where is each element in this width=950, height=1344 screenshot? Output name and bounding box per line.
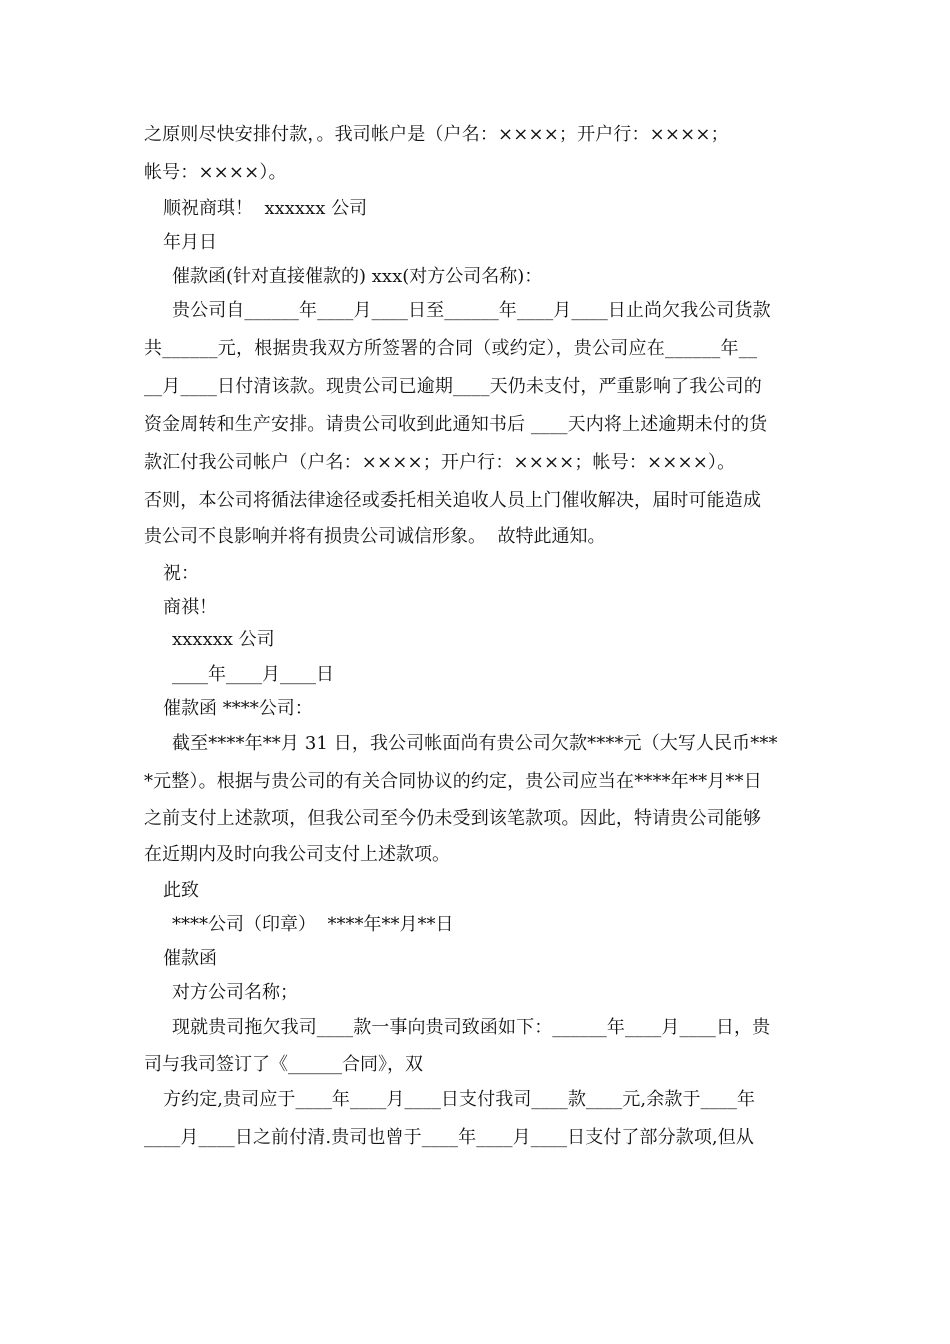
- text-line: 催款函(针对直接催款的) xxx(对方公司名称)：: [172, 266, 543, 287]
- text-line: 共______元，根据贵我双方所签署的合同（或约定），贵公司应在______年__: [144, 338, 758, 359]
- text-line: 此致: [163, 880, 199, 901]
- text-line: 资金周转和生产安排。请贵公司收到此通知书后 ____天内将上述逾期未付的货: [144, 414, 768, 435]
- text-line: 对方公司名称；: [172, 982, 298, 1003]
- text-line: 催款函: [163, 948, 217, 969]
- text-line: *元整）。根据与贵公司的有关合同协议的约定，贵公司应当在****年**月**日: [144, 771, 762, 792]
- text-line: ****公司（印章） ****年**月**日: [172, 914, 454, 935]
- text-line: 司与我司签订了《______合同》，双: [144, 1054, 423, 1075]
- text-line: 催款函 ****公司：: [163, 698, 313, 719]
- text-line: xxxxxx 公司: [172, 629, 275, 650]
- text-line: 帐号：××××）。: [144, 162, 287, 183]
- text-line: 年月日: [163, 232, 217, 253]
- text-line: 否则，本公司将循法律途径或委托相关追收人员上门催收解决，届时可能造成: [144, 490, 762, 511]
- text-line: 贵公司自______年____月____日至______年____月____日止尚欠我公司货款: [172, 300, 771, 321]
- text-line: 顺祝商琪！ xxxxxx 公司: [163, 198, 368, 219]
- text-line: 截至****年**月 31 日，我公司帐面尚有贵公司欠款****元（大写人民币***: [172, 733, 778, 754]
- text-line: 商祺！: [163, 597, 217, 618]
- text-line: ____年____月____日: [172, 664, 334, 685]
- text-line: 在近期内及时向我公司支付上述款项。: [144, 844, 450, 865]
- text-line: 款汇付我公司帐户（户名：××××；开户行：××××；帐号：××××）。: [144, 452, 736, 473]
- text-line: 祝：: [163, 563, 199, 584]
- text-line: 贵公司不良影响并将有损贵公司诚信形象。 故特此通知。: [144, 526, 606, 547]
- text-line: 之原则尽快安排付款，。我司帐户是（户名：××××；开户行：××××；: [144, 124, 729, 145]
- text-line: 之前支付上述款项，但我公司至今仍未受到该笔款项。因此，特请贵公司能够: [144, 808, 762, 829]
- text-line: 现就贵司拖欠我司____款一事向贵司致函如下：______年____月____日，贵: [172, 1017, 771, 1038]
- text-line: __月____日付清该款。现贵公司已逾期____天仍未支付，严重影响了我公司的: [144, 376, 762, 397]
- text-line: 方约定,贵司应于____年____月____日支付我司____款____元,余款于____年: [163, 1089, 756, 1110]
- text-line: ____月____日之前付清.贵司也曾于____年____月____日支付了部分款项,但从: [144, 1127, 754, 1148]
